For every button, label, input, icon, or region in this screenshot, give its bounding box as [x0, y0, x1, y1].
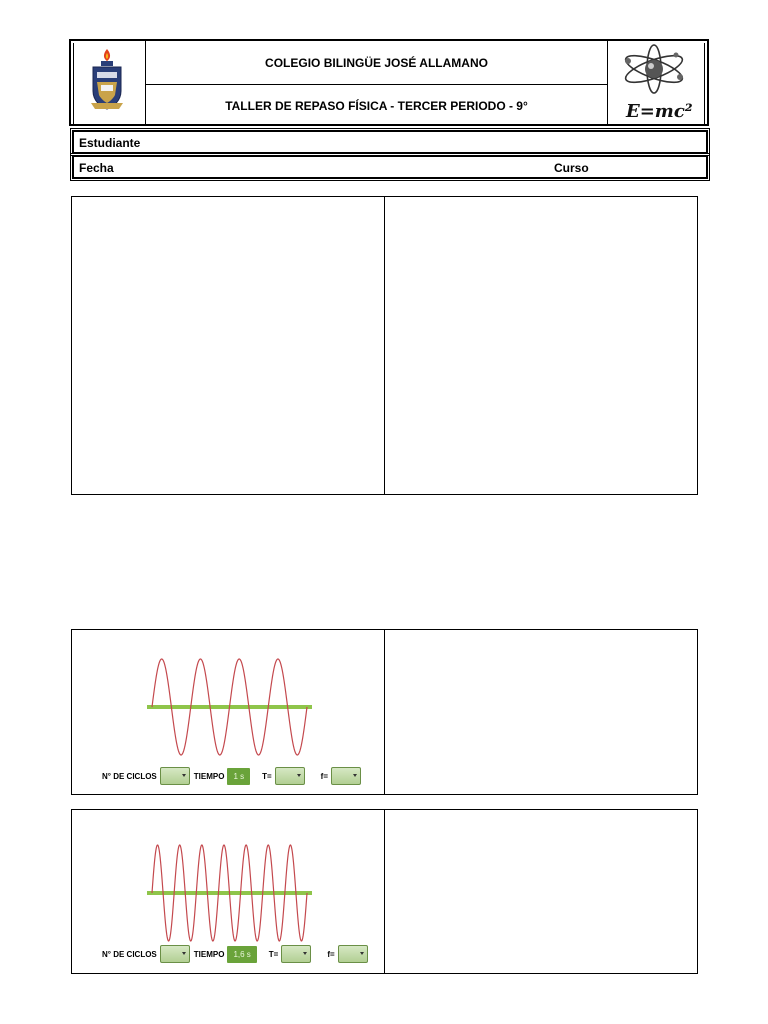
header-table [69, 39, 709, 126]
cycles-dropdown[interactable] [160, 767, 190, 785]
period-dropdown[interactable] [275, 767, 305, 785]
column-divider [384, 630, 385, 794]
cycles-dropdown[interactable] [160, 945, 190, 963]
crest-icon [71, 41, 144, 124]
atom-emc2-logo [607, 41, 707, 124]
cycles-label: N° DE CICLOS [102, 771, 157, 781]
time-value: 1 s [227, 768, 250, 785]
student-field[interactable] [72, 130, 708, 154]
wave-controls-1 [102, 767, 365, 785]
frequency-label: f= [320, 771, 329, 781]
wave-controls-2 [102, 945, 372, 963]
wave-diagram-2 [97, 838, 377, 948]
blank-answer-grid [71, 196, 698, 495]
frequency-dropdown[interactable] [331, 767, 361, 785]
formula-text: E=mc² [626, 101, 693, 122]
exercise-2 [71, 809, 698, 974]
period-label: T= [268, 949, 279, 959]
wave-graphic [147, 845, 312, 941]
student-label: Estudiante [79, 136, 141, 150]
column-divider [384, 810, 385, 973]
cycles-label: N° DE CICLOS [102, 949, 157, 959]
worksheet-title: TALLER DE REPASO FÍSICA - TERCER PERIODO - 9° [225, 98, 528, 113]
school-crest-logo [71, 41, 146, 124]
atom-icon [608, 41, 706, 124]
time-label: TIEMPO [193, 771, 225, 781]
period-label: T= [262, 771, 272, 781]
column-divider [384, 197, 385, 494]
time-label: TIEMPO [193, 949, 225, 959]
course-label: Curso [554, 161, 589, 175]
period-dropdown[interactable] [281, 945, 311, 963]
frequency-label: f= [327, 949, 335, 959]
school-name: COLEGIO BILINGÜE JOSÉ ALLAMANO [146, 41, 607, 85]
time-value: 1,6 s [227, 946, 256, 963]
date-course-field[interactable] [72, 155, 708, 179]
exercise-1 [71, 629, 698, 795]
frequency-dropdown[interactable] [338, 945, 368, 963]
wave-graphic [147, 659, 312, 755]
wave-diagram-1 [97, 652, 377, 762]
date-label: Fecha [79, 161, 114, 175]
